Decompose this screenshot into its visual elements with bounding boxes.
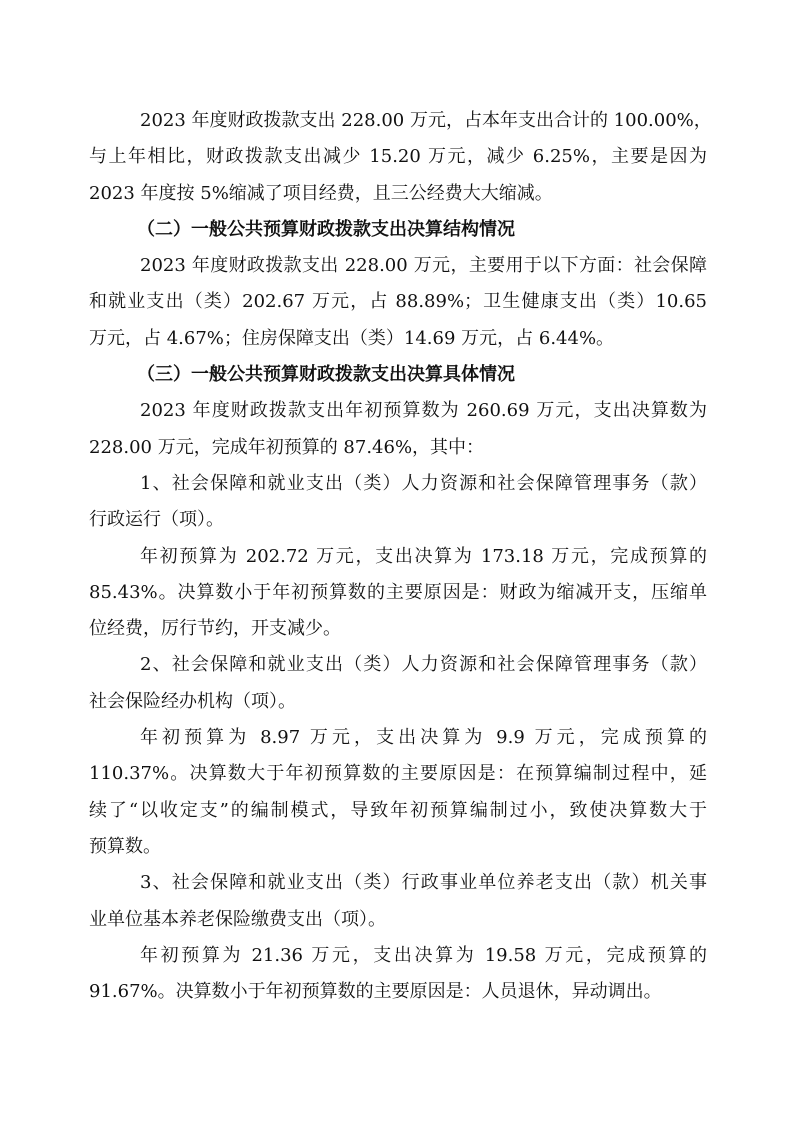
section-heading-structure (89, 212, 707, 248)
text-line: 110.37%。决算数大于年初预算数的主要原因是：在预算编制过程中，延 (89, 763, 707, 785)
paragraph-expenditure-structure (89, 248, 707, 357)
text-line: 85.43%。决算数小于年初预算数的主要原因是：财政为缩减开支，压缩单 (89, 581, 707, 603)
text-line: 2、社会保障和就业支出（类）人力资源和社会保障管理事务（款） (140, 654, 707, 676)
heading-text: （三）一般公共预算财政拨款支出决算具体情况 (137, 364, 515, 386)
text-line: 万元，占 4.67%；住房保障支出（类）14.69 万元，占 6.44%。 (89, 327, 615, 349)
text-line: 年初预算为 21.36 万元，支出决算为 19.58 万元，完成预算的 (140, 944, 707, 966)
text-line: 2023 年度财政拨款支出 228.00 万元，占本年支出合计的 100.00%， (140, 110, 712, 131)
text-line: 2023 年度按 5%缩减了项目经费，且三公经费大大缩减。 (89, 182, 553, 204)
text-line: 与上年相比，财政拨款支出减少 15.20 万元，减少 6.25%，主要是因为 (89, 146, 707, 168)
paragraph-item-1-title (89, 466, 707, 539)
heading-text: （二）一般公共预算财政拨款支出决算结构情况 (137, 218, 515, 240)
text-line: 91.67%。决算数小于年初预算数的主要原因是：人员退休，异动调出。 (89, 981, 662, 1003)
text-line: 2023 年度财政拨款支出年初预算数为 260.69 万元，支出决算数为 (140, 400, 707, 422)
text-line: 位经费，厉行节约，开支减少。 (89, 618, 341, 640)
paragraph-item-3-title (89, 865, 707, 938)
text-line: 2023 年度财政拨款支出 228.00 万元，主要用于以下方面：社会保障 (140, 255, 707, 277)
text-line: 228.00 万元，完成年初预算的 87.46%，其中： (89, 436, 485, 458)
paragraph-item-3-detail (89, 938, 707, 1011)
text-line: 业单位基本养老保险缴费支出（项）。 (89, 908, 386, 930)
paragraph-budget-overview (89, 393, 707, 466)
document-page (89, 103, 712, 1010)
text-line: 续了“以收定支”的编制模式，导致年初预算编制过小，致使决算数大于 (89, 799, 707, 821)
paragraph-financial-expenditure-summary (89, 103, 712, 212)
text-line: 年初预算为 8.97 万元，支出决算为 9.9 万元，完成预算的 (140, 727, 707, 749)
text-line: 年初预算为 202.72 万元，支出决算为 173.18 万元，完成预算的 (140, 545, 707, 567)
paragraph-item-2-title (89, 647, 707, 720)
section-heading-details (89, 357, 707, 393)
text-line: 行政运行（项）。 (89, 509, 224, 531)
text-line: 和就业支出（类）202.67 万元，占 88.89%；卫生健康支出（类）10.65 (89, 291, 707, 313)
text-line: 预算数。 (89, 835, 161, 857)
text-line: 社会保险经办机构（项）。 (89, 690, 296, 712)
paragraph-item-1-detail (89, 539, 707, 648)
text-line: 1、社会保障和就业支出（类）人力资源和社会保障管理事务（款） (140, 472, 707, 494)
paragraph-item-2-detail (89, 720, 707, 865)
text-line: 3、社会保障和就业支出（类）行政事业单位养老支出（款）机关事 (140, 872, 707, 894)
